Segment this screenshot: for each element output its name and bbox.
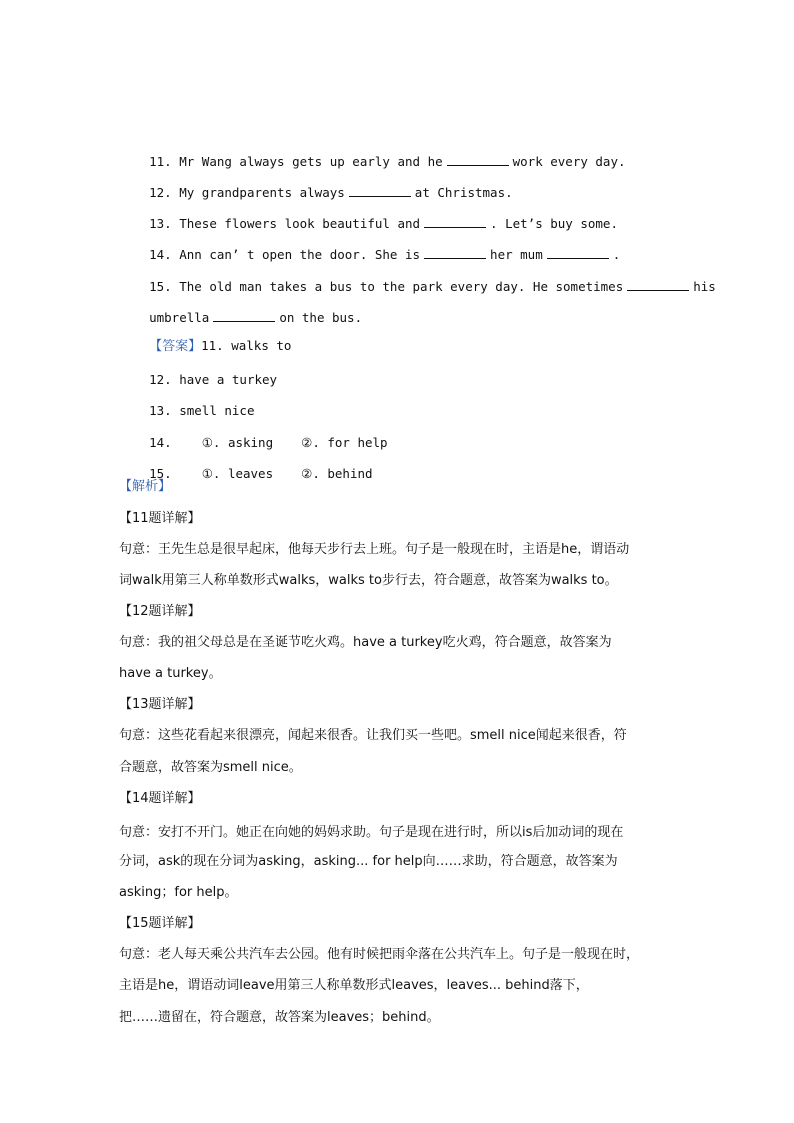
section-heading: 【13题详解】 <box>119 697 201 712</box>
answer-part: ①. asking <box>201 435 274 450</box>
question-number: 11. <box>149 154 172 169</box>
section-heading: 【12题详解】 <box>119 604 201 619</box>
answer-part: ①. leaves <box>201 466 274 481</box>
question-text: her mum <box>490 247 543 262</box>
question-number: 15. <box>149 279 172 294</box>
section-heading: 【15题详解】 <box>119 916 201 931</box>
question-number: 13. <box>149 216 172 231</box>
question-text: at Christmas. <box>414 185 513 200</box>
answer-blank <box>447 154 509 166</box>
answer-number: 14. <box>149 435 172 450</box>
explanation-line: 句意：安打不开门。她正在向她的妈妈求助。句子是现在进行时，所以is后加动词的现在 <box>119 825 624 840</box>
explanation-line: 句意：老人每天乘公共汽车去公园。他有时候把雨伞落在公共汽车上。句子是一般现在时， <box>119 947 640 962</box>
question-number: 12. <box>149 185 172 200</box>
explanation-line: 主语是he，谓语动词leave用第三人称单数形式leaves，leaves... behind落下， <box>119 978 589 993</box>
answer-text: 13. smell nice <box>149 403 255 418</box>
section-heading: 【11题详解】 <box>119 511 201 526</box>
question-text: Ann can’ t open the door. She is <box>179 247 421 262</box>
answer-blank <box>424 216 486 228</box>
explanation-line: 句意：这些花看起来很漂亮，闻起来很香。让我们买一些吧。smell nice闻起来很香，符 <box>119 728 627 743</box>
answer-blank <box>213 310 275 322</box>
explanation-line: 词walk用第三人称单数形式walks，walks to步行去，符合题意，故答案为walks to。 <box>119 573 618 588</box>
answer-part: ②. for help <box>301 435 388 450</box>
explanation-line: 分词，ask的现在分词为asking，asking... for help向……求助，符合题意，故答案为 <box>119 854 618 869</box>
question-text: on the bus. <box>279 310 363 325</box>
explanation-line: 合题意，故答案为smell nice。 <box>119 760 302 775</box>
analysis-label: 【解析】 <box>119 479 172 494</box>
answer-part: ②. behind <box>301 466 373 481</box>
explanation-line: have a turkey。 <box>119 666 222 681</box>
question-text: his <box>693 279 716 294</box>
section-heading: 【14题详解】 <box>119 791 201 806</box>
answer-blank <box>424 247 486 259</box>
question-text: Mr Wang always gets up early and he <box>179 154 443 169</box>
explanation-line: 把……遗留在，符合题意，故答案为leaves；behind。 <box>119 1010 440 1025</box>
answer-label: 【答案】 <box>149 339 202 354</box>
question-text: The old man takes a bus to the park every day. He sometimes <box>179 279 624 294</box>
explanation-line: asking；for help。 <box>119 885 238 900</box>
answer-text: 12. have a turkey <box>149 372 278 387</box>
answer-blank <box>547 247 609 259</box>
question-number: 14. <box>149 247 172 262</box>
question-text: umbrella <box>149 310 210 325</box>
explanation-line: 句意：我的祖父母总是在圣诞节吃火鸡。have a turkey吃火鸡，符合题意，故答案为 <box>119 635 612 650</box>
question-text: My grandparents always <box>179 185 345 200</box>
answer-blank <box>349 185 411 197</box>
answer-blank <box>627 279 689 291</box>
question-text: work every day. <box>512 154 626 169</box>
question-text: . Let’s buy some. <box>490 216 618 231</box>
answer-number: 15. <box>149 466 172 481</box>
explanation-line: 句意：王先生总是很早起床，他每天步行去上班。句子是一般现在时，主语是he，谓语动 <box>119 542 630 557</box>
question-text: These flowers look beautiful and <box>179 216 421 231</box>
question-text: . <box>612 247 621 262</box>
answer-text: 11. walks to <box>201 338 292 353</box>
